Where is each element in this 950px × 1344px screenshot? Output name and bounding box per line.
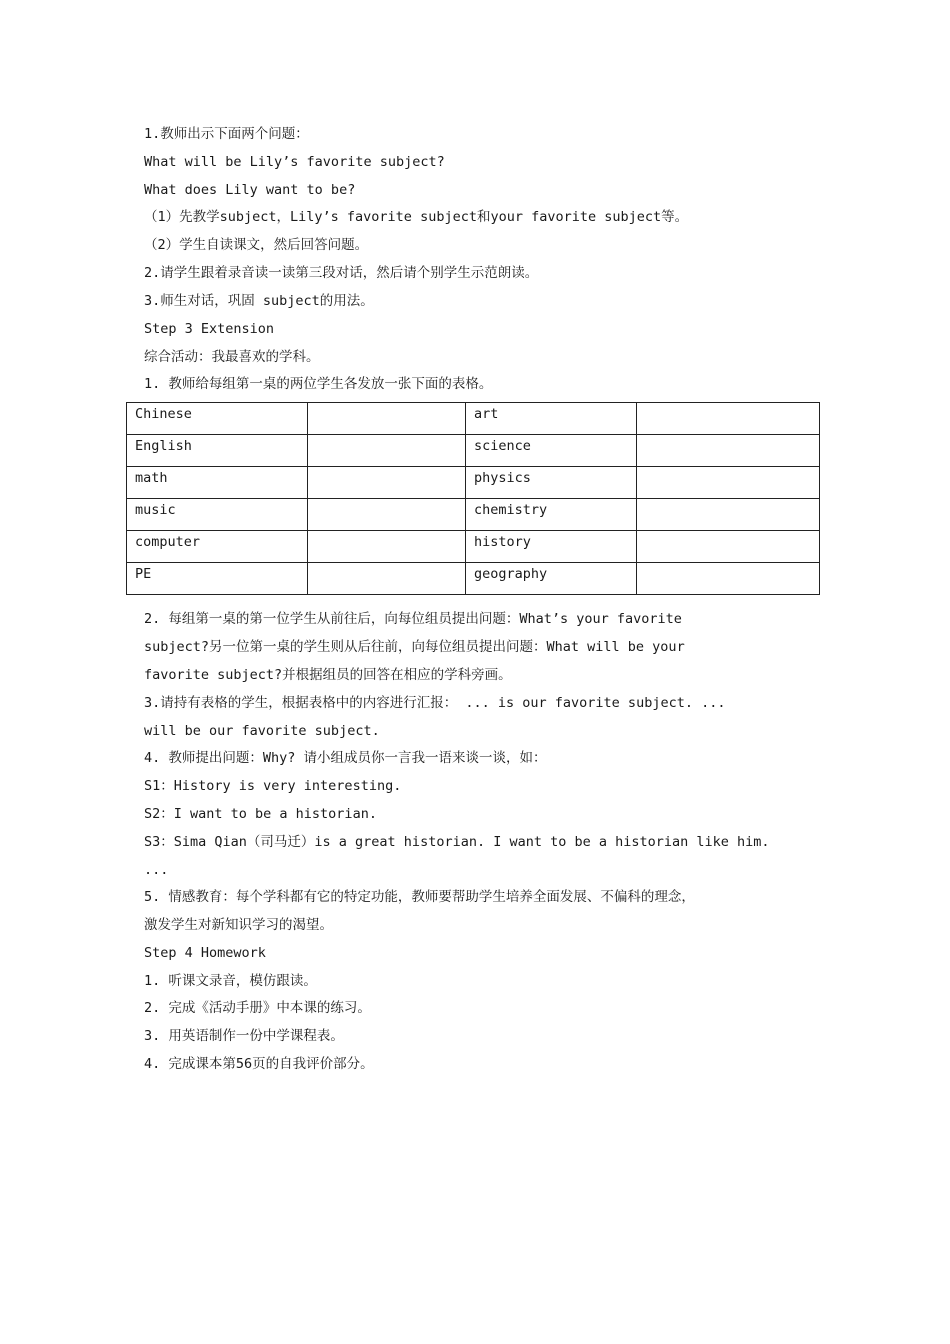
subject-cell: computer — [127, 531, 308, 563]
blank-cell — [637, 531, 820, 563]
blank-cell — [637, 403, 820, 435]
text-line: 1. 听课文录音，模仿跟读。 — [144, 973, 317, 989]
text-line: 4. 教师提出问题：Why? 请小组成员你一言我一语来谈一谈，如： — [144, 750, 547, 766]
blank-cell — [308, 403, 466, 435]
subject-cell: geography — [466, 563, 637, 595]
table-row — [127, 435, 820, 467]
subject-cell: PE — [127, 563, 308, 595]
text-line: （1）先教学subject，Lily’s favorite subject和your favorite subject等。 — [144, 209, 689, 225]
section-heading: Step 3 Extension — [144, 321, 275, 337]
text-line: What does Lily want to be? — [144, 182, 356, 198]
table-row — [127, 403, 820, 435]
text-line: will be our favorite subject. — [144, 723, 380, 739]
blank-cell — [308, 563, 466, 595]
table-row — [127, 467, 820, 499]
text-line: 1.教师出示下面两个问题： — [144, 126, 309, 142]
text-line: S2：I want to be a historian. — [144, 806, 377, 822]
subject-cell: history — [466, 531, 637, 563]
subject-cell: chemistry — [466, 499, 637, 531]
blank-cell — [637, 435, 820, 467]
text-line: 综合活动：我最喜欢的学科。 — [144, 349, 320, 365]
text-line: 3.师生对话，巩固 subject的用法。 — [144, 293, 374, 309]
text-line: （2）学生自读课文，然后回答问题。 — [144, 237, 369, 253]
text-line: 2.请学生跟着录音读一读第三段对话，然后请个别学生示范朗读。 — [144, 265, 539, 281]
blank-cell — [308, 499, 466, 531]
blank-cell — [308, 531, 466, 563]
text-line: 5. 情感教育：每个学科都有它的特定功能，教师要帮助学生培养全面发展、不偏科的理念， — [144, 889, 695, 905]
subjects-table — [126, 402, 820, 595]
subject-cell: music — [127, 499, 308, 531]
text-line: 4. 完成课本第56页的自我评价部分。 — [144, 1056, 374, 1072]
text-line: 激发学生对新知识学习的渴望。 — [144, 917, 333, 933]
blank-cell — [308, 435, 466, 467]
blank-cell — [637, 499, 820, 531]
text-line: 3. 用英语制作一份中学课程表。 — [144, 1028, 344, 1044]
subject-cell: art — [466, 403, 637, 435]
blank-cell — [637, 467, 820, 499]
subject-cell: Chinese — [127, 403, 308, 435]
subject-cell: physics — [466, 467, 637, 499]
text-line: ... — [144, 862, 169, 878]
subject-cell: English — [127, 435, 308, 467]
text-line: 1. 教师给每组第一桌的两位学生各发放一张下面的表格。 — [144, 376, 493, 392]
text-line: 3.请持有表格的学生，根据表格中的内容进行汇报： ... is our favorite subject. ... — [144, 695, 726, 711]
text-line: subject?另一位第一桌的学生则从后往前，向每位组员提出问题：What will be your — [144, 639, 685, 655]
text-line: 2. 完成《活动手册》中本课的练习。 — [144, 1000, 371, 1016]
section-heading: Step 4 Homework — [144, 945, 266, 961]
table-row — [127, 499, 820, 531]
text-line: favorite subject?并根据组员的回答在相应的学科旁画。 — [144, 667, 512, 683]
table-row — [127, 531, 820, 563]
subject-cell: math — [127, 467, 308, 499]
text-line: S1：History is very interesting. — [144, 778, 402, 794]
blank-cell — [308, 467, 466, 499]
table-row — [127, 563, 820, 595]
text-line: S3：Sima Qian（司马迁）is a great historian. I want to be a historian like him. — [144, 834, 770, 850]
blank-cell — [637, 563, 820, 595]
text-line: 2. 每组第一桌的第一位学生从前往后，向每位组员提出问题：What’s your favorite — [144, 611, 682, 627]
subject-cell: science — [466, 435, 637, 467]
text-line: What will be Lily’s favorite subject? — [144, 154, 445, 170]
